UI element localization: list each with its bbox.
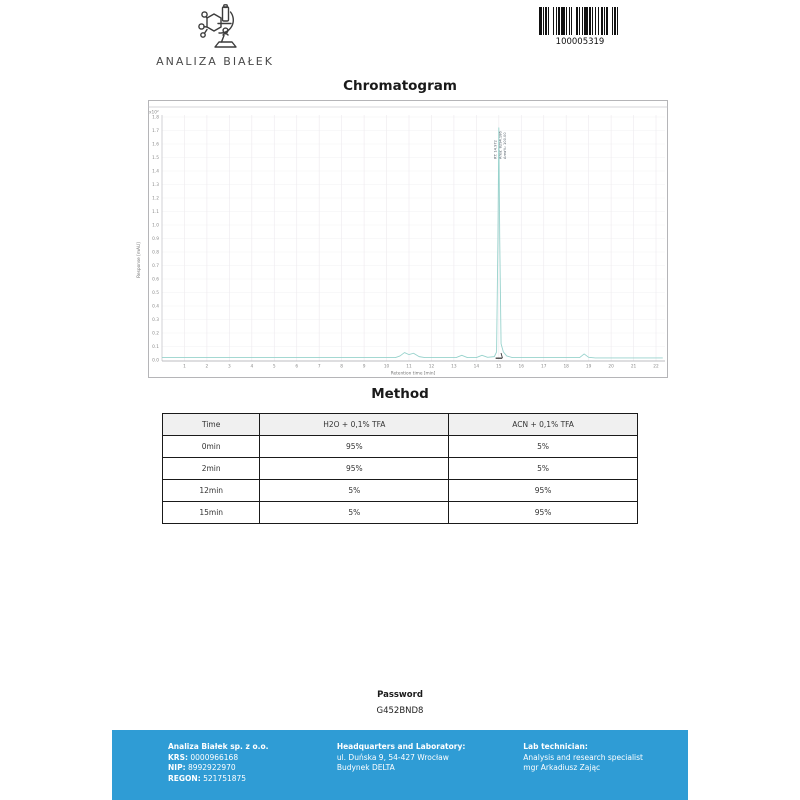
password-value: G452BND8 <box>376 706 424 716</box>
headquarters-title: Headquarters and Laboratory: <box>336 742 466 751</box>
y-tick-label: 0.0 <box>152 358 159 364</box>
y-tick-label: 1.3 <box>152 183 159 189</box>
y-tick-label: 1.1 <box>152 210 159 216</box>
regon-value: 521751875 <box>200 773 247 783</box>
krs-value: 0000966168 <box>188 752 239 762</box>
y-tick-label: 0.8 <box>152 250 159 256</box>
chromatogram-plot <box>130 100 668 378</box>
cell-h2o: 95% <box>260 458 449 480</box>
x-tick-label: 22 <box>653 364 659 370</box>
x-tick-label: 1 <box>183 364 186 370</box>
x-tick-label: 18 <box>563 364 569 370</box>
barcode <box>528 7 632 47</box>
barcode-bars <box>528 7 632 35</box>
peak-annotation: RT: 14.972 <box>493 140 498 159</box>
y-tick-label: 1.5 <box>152 156 159 162</box>
x-tick-label: 11 <box>406 364 412 370</box>
table-row <box>163 480 638 502</box>
col-header-h2o: H2O + 0,1% TFA <box>260 414 449 436</box>
y-scale-label: x10² <box>149 110 159 116</box>
footer-headquarters <box>337 742 515 774</box>
cell-h2o: 5% <box>260 502 449 524</box>
cell-h2o: 95% <box>260 436 449 458</box>
headquarters-address: ul. Duńska 9, 54-427 Wrocław <box>336 752 449 762</box>
x-tick-label: 15 <box>496 364 502 370</box>
chromatogram-chart <box>130 100 668 378</box>
regon-label: REGON: <box>168 773 201 783</box>
nip-value: 8992922970 <box>185 763 236 772</box>
barcode-number: 100005319 <box>555 37 605 47</box>
footer-bar <box>112 730 688 800</box>
x-tick-label: 14 <box>473 364 480 370</box>
headquarters-building: Budynek DELTA <box>336 763 395 772</box>
cell-acn: 95% <box>449 480 638 502</box>
y-tick-label: 1.7 <box>152 129 159 135</box>
y-tick-label: 0.6 <box>152 277 159 283</box>
logo-text: ANALIZA BIAŁEK <box>156 55 274 68</box>
cell-time: 15min <box>163 502 260 524</box>
cell-time: 0min <box>163 436 260 458</box>
technician-role: Analysis and research specialist <box>523 752 643 762</box>
cell-h2o: 5% <box>260 480 449 502</box>
peak-annotation: Area: 8294.186 <box>498 131 503 159</box>
x-tick-label: 19 <box>585 364 592 370</box>
y-tick-label: 1.4 <box>152 169 159 175</box>
y-tick-label: 0.9 <box>152 237 159 243</box>
y-tick-label: 0.3 <box>152 318 159 324</box>
cell-acn: 95% <box>449 502 638 524</box>
method-table <box>162 413 638 524</box>
y-tick-label: 1.8 <box>152 115 159 121</box>
table-row <box>163 436 638 458</box>
y-tick-label: 0.4 <box>152 304 159 310</box>
x-tick-label: 9 <box>362 364 366 370</box>
chromatogram-title: Chromatogram <box>343 78 457 94</box>
cell-acn: 5% <box>449 458 638 480</box>
x-tick-label: 4 <box>250 364 254 370</box>
peak-annotation: Area%: 100.00 <box>503 132 508 159</box>
x-tick-label: 17 <box>541 364 547 370</box>
x-tick-label: 2 <box>205 364 209 370</box>
x-tick-label: 6 <box>295 364 299 370</box>
y-tick-label: 0.7 <box>152 264 159 270</box>
x-tick-label: 16 <box>518 364 525 370</box>
method-title: Method <box>371 386 429 402</box>
krs-label: KRS: <box>168 752 188 762</box>
company-logo <box>148 4 282 68</box>
x-tick-label: 3 <box>227 364 231 370</box>
y-tick-label: 0.5 <box>152 291 159 297</box>
y-axis-title: Response [mAU] <box>137 242 142 278</box>
technician-name: mgr Arkadiusz Zając <box>523 763 601 772</box>
x-tick-label: 20 <box>608 364 614 370</box>
x-tick-label: 5 <box>272 364 276 370</box>
x-axis-title: Retention time [min] <box>390 371 436 377</box>
table-header-row <box>163 414 638 436</box>
y-tick-label: 1.6 <box>152 142 159 148</box>
y-tick-label: 0.1 <box>152 345 159 351</box>
x-tick-label: 8 <box>340 364 344 370</box>
table-row <box>163 502 638 524</box>
col-header-acn: ACN + 0,1% TFA <box>449 414 638 436</box>
cell-time: 12min <box>163 480 260 502</box>
chemistry-microscope-icon <box>186 4 244 52</box>
nip-label: NIP: <box>168 763 186 772</box>
technician-title: Lab technician: <box>523 742 588 751</box>
table-row <box>163 458 638 480</box>
y-tick-label: 1.0 <box>152 223 159 229</box>
x-tick-label: 21 <box>630 364 637 370</box>
footer-technician <box>523 742 688 774</box>
cell-acn: 5% <box>449 436 638 458</box>
password-section <box>0 690 800 716</box>
col-header-time: Time <box>163 414 260 436</box>
y-tick-label: 1.2 <box>152 196 159 202</box>
x-tick-label: 12 <box>428 364 435 370</box>
cell-time: 2min <box>163 458 260 480</box>
x-tick-label: 7 <box>317 364 321 370</box>
y-tick-label: 0.2 <box>152 331 159 337</box>
x-tick-label: 10 <box>383 364 390 370</box>
company-name: Analiza Białek sp. z o.o. <box>168 742 269 751</box>
password-label: Password <box>377 690 423 700</box>
chart-border <box>149 101 668 378</box>
footer-company-info <box>168 742 329 784</box>
x-tick-label: 13 <box>451 364 457 370</box>
